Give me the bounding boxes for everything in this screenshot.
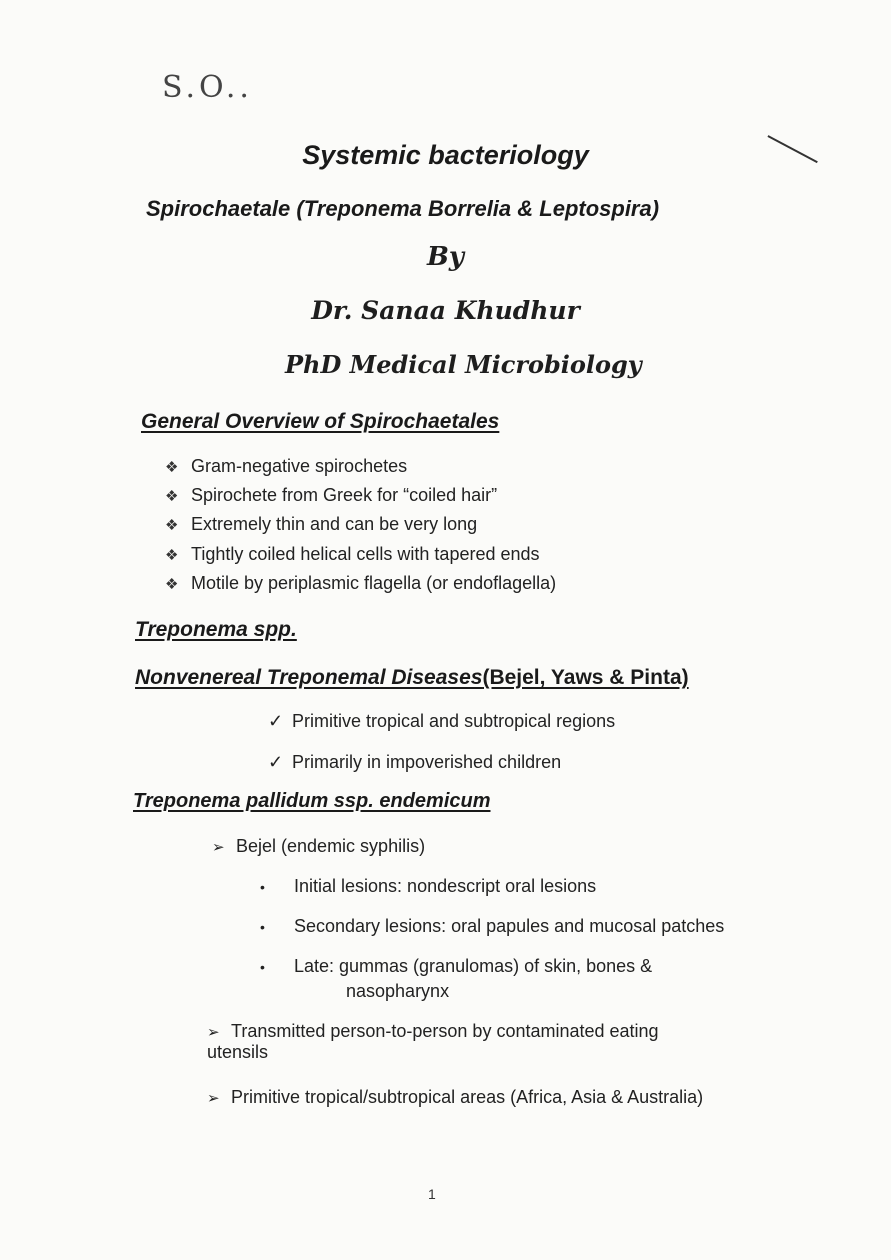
check-item: ✓ Primarily in impoverished children [268,752,562,772]
page-number: 1 [428,1186,436,1202]
diamond-bullet-icon: ❖ [165,576,179,593]
overview-item: ❖ Gram-negative spirochetes [165,456,408,476]
document-title: Systemic bacteriology [302,140,589,170]
lesion-item: • Late: gummas (granulomas) of skin, bones & [260,956,653,976]
checkmark-icon: ✓ [268,752,284,772]
diamond-bullet-icon: ❖ [165,547,179,564]
check-item: ✓ Primitive tropical and subtropical regions [268,711,616,731]
arrow-bullet-icon: ➢ [207,1090,220,1107]
overview-item: ❖ Tightly coiled helical cells with tapered ends [165,544,540,564]
diamond-bullet-icon: ❖ [165,488,179,505]
nonvenereal-diseases-list: (Bejel, Yaws & Pinta) [482,666,689,689]
overview-heading: General Overview of Spirochaetales [141,410,500,433]
lesion-item: • Secondary lesions: oral papules and mucosal patches [260,916,725,936]
dot-bullet-icon: • [260,959,265,975]
endemicum-heading: Treponema pallidum ssp. endemicum [133,790,491,812]
transmission-item: ➢ Transmitted person-to-person by contaminated eating utensils [207,1021,659,1062]
handwritten-note: S.O.. [162,70,253,105]
treponema-heading: Treponema spp. [135,618,297,641]
author-degree: PhD Medical Microbiology [285,350,642,379]
lesion-item-continuation: nasopharynx [346,981,450,1001]
arrow-bullet-icon: ➢ [212,839,225,856]
bejel-item: ➢ Bejel (endemic syphilis) [212,836,426,856]
by-line: By [426,242,465,272]
diamond-bullet-icon: ❖ [165,459,179,476]
author-name: Dr. Sanaa Khudhur [311,296,580,325]
nonvenereal-heading: Nonvenereal Treponemal Diseases(Bejel, Yaws & Pinta) [135,666,689,689]
dot-bullet-icon: • [260,879,265,895]
dot-bullet-icon: • [260,919,265,935]
arrow-bullet-icon: ➢ [207,1024,220,1041]
overview-item: ❖ Motile by periplasmic flagella (or endoflagella) [165,573,557,593]
overview-item: ❖ Spirochete from Greek for “coiled hair” [165,485,498,505]
areas-item: ➢ Primitive tropical/subtropical areas (Africa, Asia & Australia) [207,1087,704,1107]
overview-item: ❖ Extremely thin and can be very long [165,514,478,534]
document-subtitle: Spirochaetale (Treponema Borrelia & Leptospira) [146,196,660,221]
checkmark-icon: ✓ [268,711,284,731]
diamond-bullet-icon: ❖ [165,517,179,534]
lesion-item: • Initial lesions: nondescript oral lesions [260,876,597,896]
